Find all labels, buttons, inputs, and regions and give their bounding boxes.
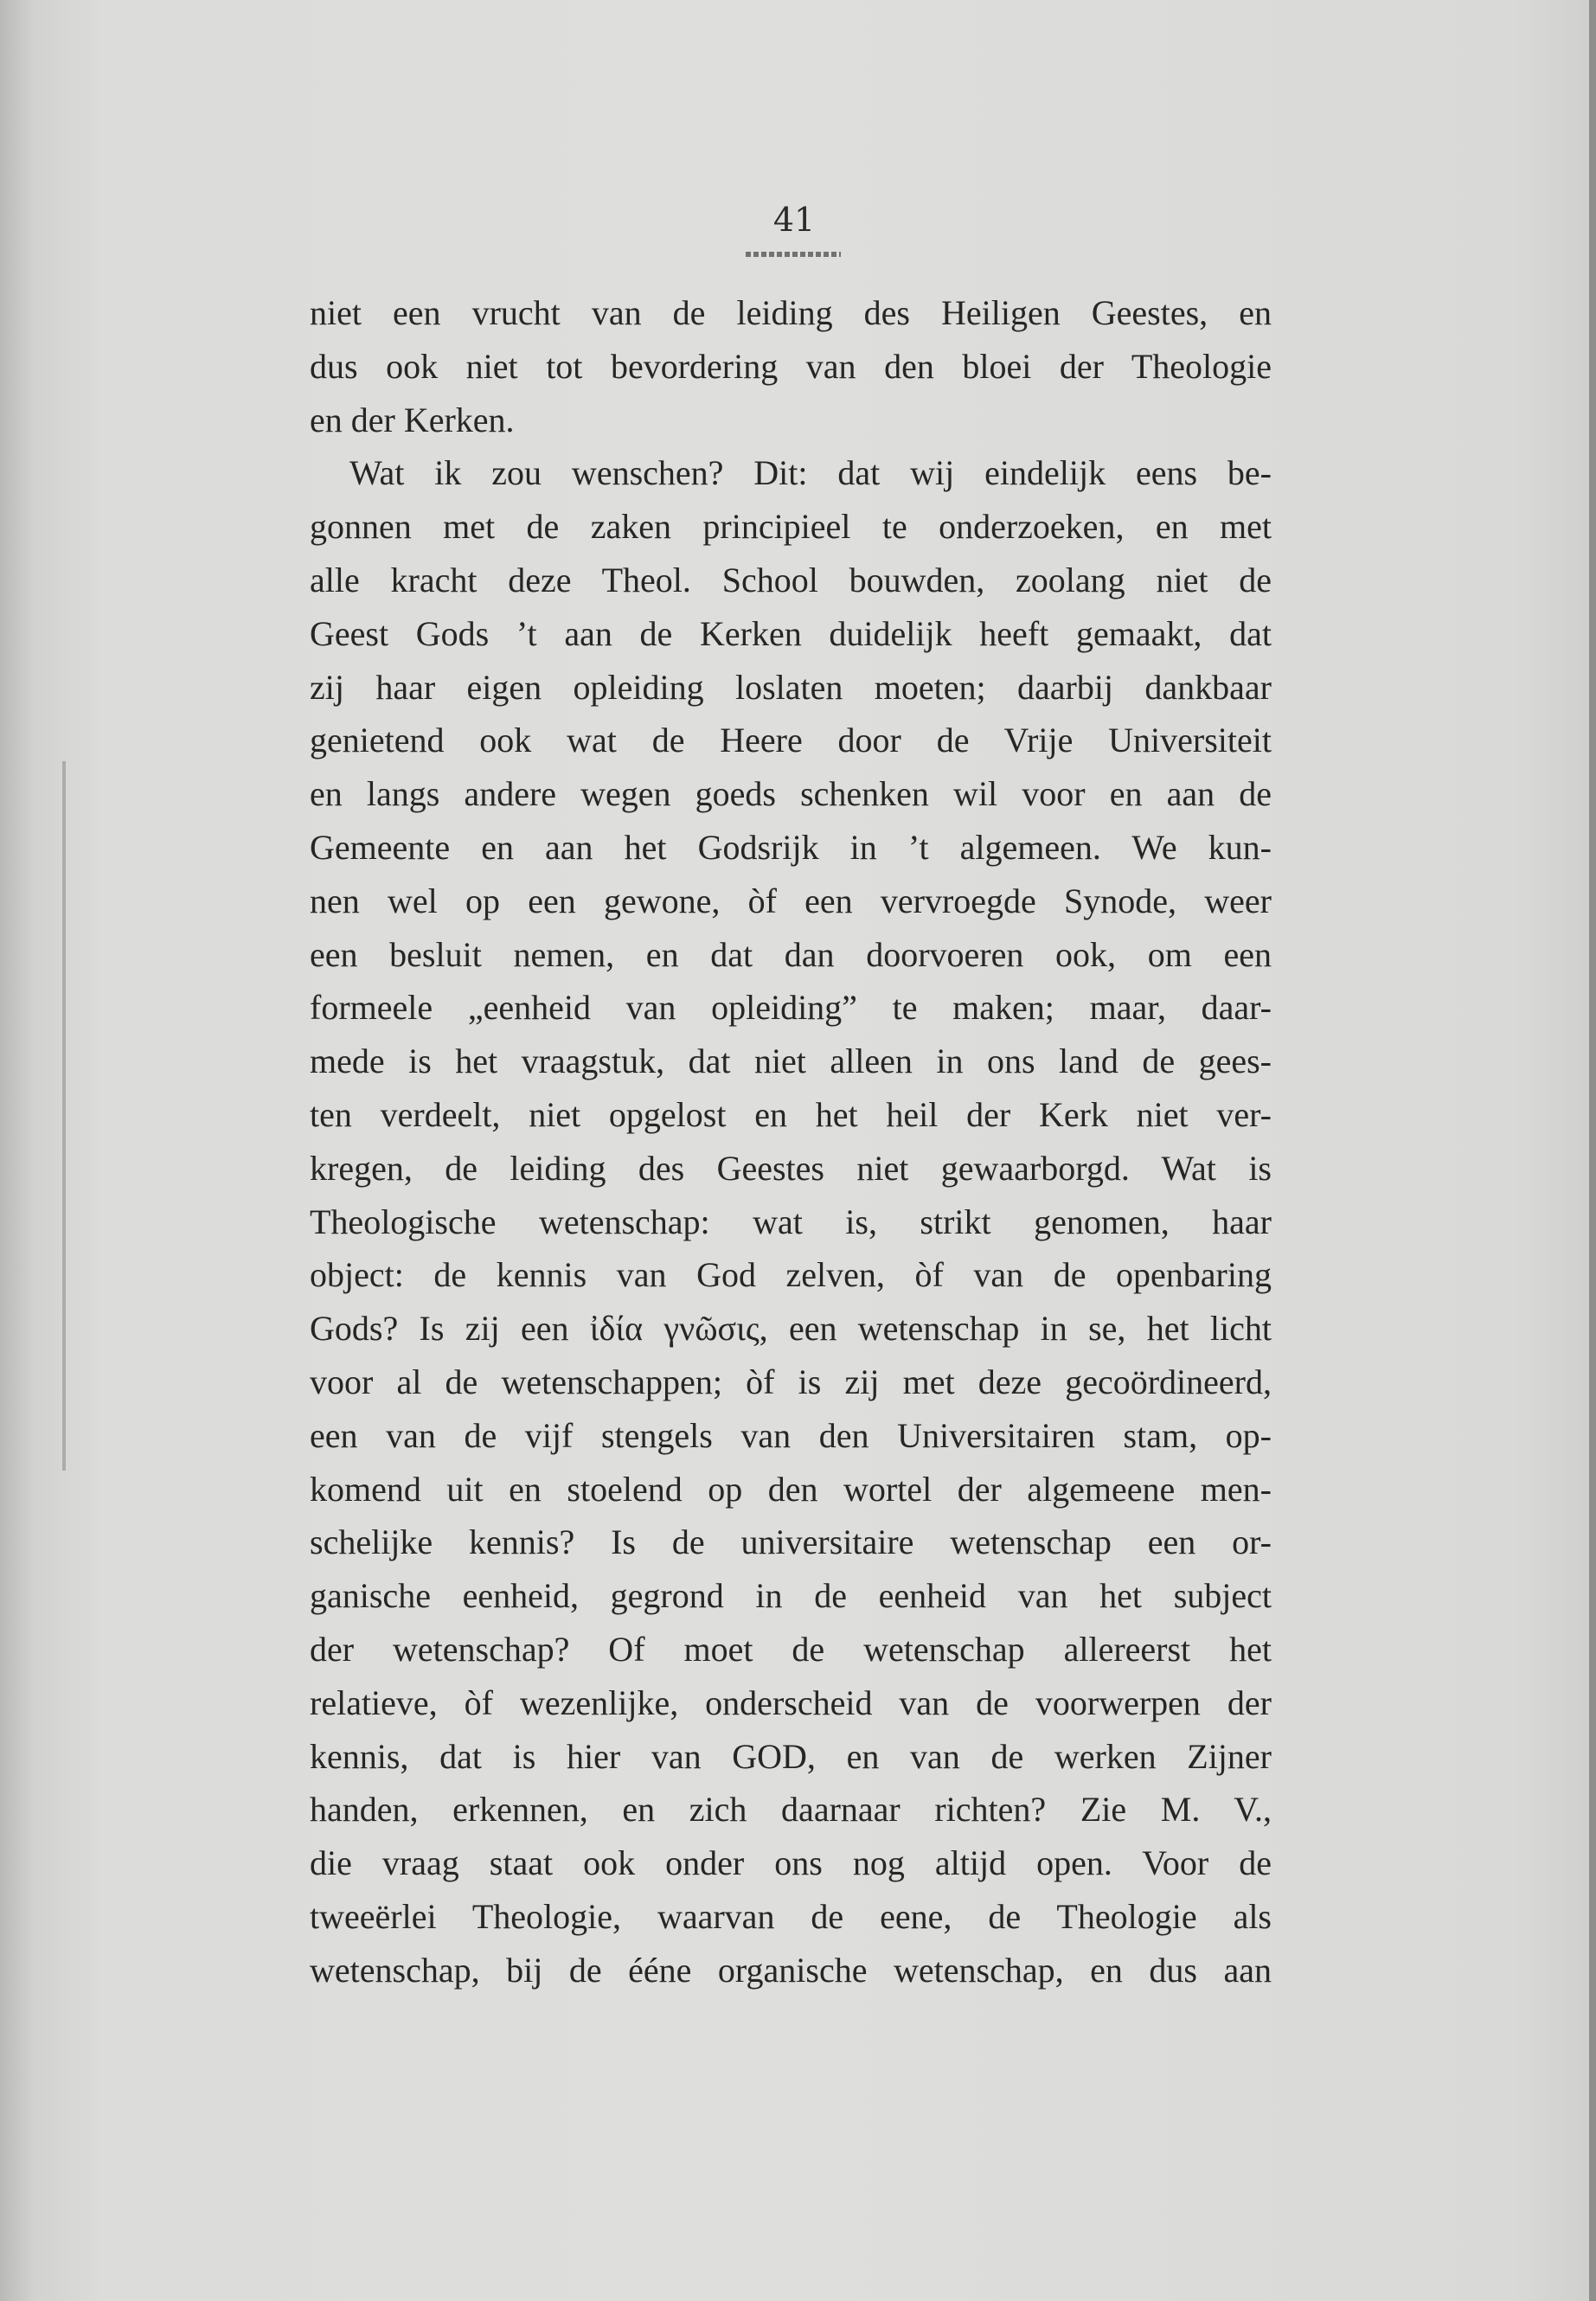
text-line: nen wel op een gewone, òf een vervroegde Synode, weer bbox=[310, 881, 1272, 920]
text-line: handen, erkennen, en zich daarnaar richten? Zie M. V., bbox=[310, 1790, 1272, 1830]
text-line: formeele „eenheid van opleiding” te maken; maar, daar- bbox=[310, 988, 1272, 1028]
text-line: kregen, de leiding des Geestes niet gewaarborgd. Wat is bbox=[310, 1148, 1272, 1188]
text-line: relatieve, òf wezenlijke, onderscheid van de voorwerpen der bbox=[310, 1682, 1272, 1722]
text-line: wetenschap, bij de ééne organische wetenschap, en dus aan bbox=[310, 1950, 1272, 1990]
text-line: der wetenschap? Of moet de wetenschap allereerst het bbox=[310, 1629, 1272, 1669]
text-line: Gods? Is zij een ἰδία γνῶσις, een wetenschap in se, het licht bbox=[310, 1309, 1272, 1349]
text-line: ten verdeelt, niet opgelost en het heil der Kerk niet ver- bbox=[310, 1094, 1272, 1134]
text-line: kennis, dat is hier van GOD, en van de werken Zijner bbox=[310, 1736, 1272, 1776]
page-number-underline bbox=[746, 252, 841, 257]
text-line: voor al de wetenschappen; òf is zij met deze gecoördineerd, bbox=[310, 1362, 1272, 1401]
text-line: mede is het vraagstuk, dat niet alleen in ons land de gees- bbox=[310, 1042, 1272, 1081]
text-line: gonnen met de zaken principieel te onderzoeken, en met bbox=[310, 507, 1272, 547]
binding-margin-shadow bbox=[62, 761, 66, 1471]
text-line: Geest Gods ’t aan de Kerken duidelijk heeft gemaakt, dat bbox=[310, 613, 1272, 653]
text-line: alle kracht deze Theol. School bouwden, zoolang niet de bbox=[310, 560, 1272, 599]
page-number: 41 bbox=[772, 201, 816, 239]
text-line: Theologische wetenschap: wat is, strikt genomen, haar bbox=[310, 1202, 1272, 1241]
text-line: dus ook niet tot bevordering van den bloei der Theologie bbox=[310, 346, 1272, 386]
text-line: en langs andere wegen goeds schenken wil voor en aan de bbox=[310, 774, 1272, 814]
text-line: Wat ik zou wenschen? Dit: dat wij eindelijk eens be- bbox=[349, 453, 1272, 493]
text-line: object: de kennis van God zelven, òf van de openbaring bbox=[310, 1255, 1272, 1295]
text-line: Gemeente en aan het Godsrijk in ’t algemeen. We kun- bbox=[310, 827, 1272, 867]
text-line: die vraag staat ook onder ons nog altijd open. Voor de bbox=[310, 1843, 1272, 1883]
text-line: schelijke kennis? Is de universitaire wetenschap een or- bbox=[310, 1522, 1272, 1562]
text-line: een van de vijf stengels van den Universitairen stam, op- bbox=[310, 1415, 1272, 1455]
text-line: een besluit nemen, en dat dan doorvoeren ook, om een bbox=[310, 934, 1272, 974]
body-text bbox=[310, 286, 1272, 1997]
text-line: komend uit en stoelend op den wortel der algemeene men- bbox=[310, 1469, 1272, 1509]
page-edge-shadow bbox=[1589, 0, 1596, 2301]
text-line: genietend ook wat de Heere door de Vrije Universiteit bbox=[310, 721, 1272, 760]
text-line: tweeërlei Theologie, waarvan de eene, de Theologie als bbox=[310, 1896, 1272, 1936]
text-line: ganische eenheid, gegrond in de eenheid van het subject bbox=[310, 1576, 1272, 1616]
text-line: niet een vrucht van de leiding des Heiligen Geestes, en bbox=[310, 293, 1272, 332]
text-line: en der Kerken. bbox=[310, 400, 515, 439]
text-line: zij haar eigen opleiding loslaten moeten; daarbij dankbaar bbox=[310, 667, 1272, 707]
